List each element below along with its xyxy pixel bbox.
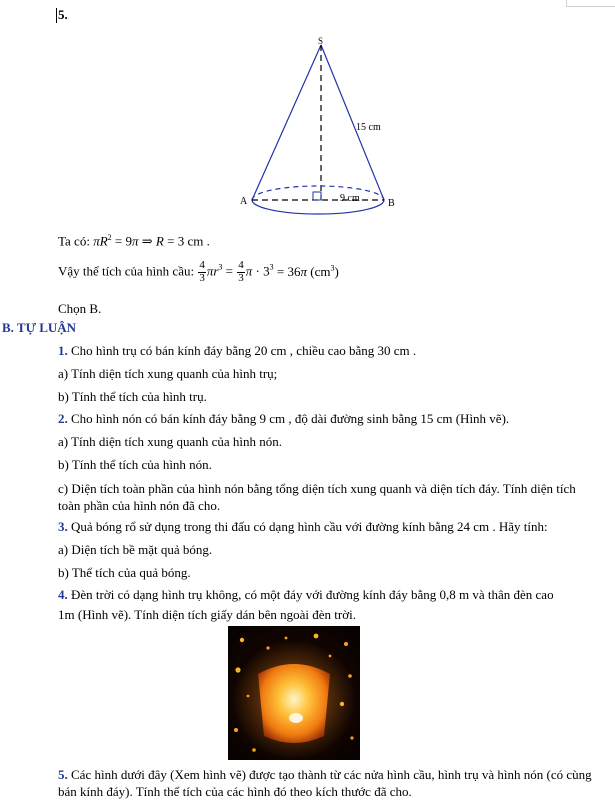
apex-label: S	[318, 36, 324, 46]
problem-3-b: b) Thể tích của quả bóng.	[58, 565, 191, 580]
lantern-body	[258, 664, 330, 743]
problem-1-b: b) Tính thể tích của hình trụ.	[58, 389, 207, 404]
problem-3-a: a) Diện tích bề mặt quả bóng.	[58, 542, 213, 557]
solution-line-2: Vậy thể tích của hình cầu: $\frac{4}{3}$ $\pi r^3$ = $\frac{4}{3}$ $\pi \cdot 3^3 = 36\pi$ $(cm^3)$	[58, 259, 339, 284]
section-title: B. TỰ LUẬN	[2, 320, 77, 335]
page-corner-rule	[566, 0, 615, 7]
right-angle-mark	[313, 192, 321, 200]
problem-2-c: c) Diện tích toàn phần của hình nón bằng tổng diện tích xung quanh và diện tích đáy. Tính diện tích toàn phần của hình nón đã cho.	[58, 481, 576, 513]
item-label: 5.	[58, 7, 68, 22]
cone-base-front	[252, 200, 384, 214]
text-cursor	[56, 8, 57, 23]
problem-4: 4. Đèn trời có dạng hình trụ không, có một đáy với đường kính đáy bằng 0,8 m và thân đèn cao	[58, 587, 554, 602]
solution-line-1: Ta có: $\pi R^2 = 9\pi$ ⇒ R = 3 cm .	[58, 233, 210, 249]
cone-figure	[230, 30, 410, 215]
problem-2-b: b) Tính thể tích của hình nón.	[58, 457, 212, 472]
point-a-label: A	[240, 196, 248, 207]
problem-5: 5. Các hình dưới đây (Xem hình vẽ) được tạo thành từ các nửa hình cầu, hình trụ và hình nón (có cùng bán kính đáy). Tính thể tích của các hình đó theo kích thước đã cho.	[58, 767, 592, 799]
solution-choice: Chọn B.	[58, 301, 102, 316]
point-b-label: B	[388, 198, 395, 209]
lantern-flame	[289, 713, 303, 723]
problem-1: 1. Cho hình trụ có bán kính đáy bằng 20 cm , chiều cao bằng 30 cm .	[58, 343, 417, 358]
problem-2: 2. Cho hình nón có bán kính đáy bằng 9 cm , độ dài đường sinh bằng 15 cm (Hình vẽ).	[58, 411, 510, 426]
cone-left-slant	[252, 45, 321, 200]
problem-3: 3. Quả bóng rổ sử dụng trong thi đấu có dạng hình cầu với đường kính bằng 24 cm . Hãy tính:	[58, 519, 548, 534]
cone-base-back	[252, 186, 384, 200]
problem-1-a: a) Tính diện tích xung quanh của hình trụ;	[58, 366, 278, 381]
problem-2-a: a) Tính diện tích xung quanh của hình nón.	[58, 434, 282, 449]
problem-4-cont: 1m (Hình vẽ). Tính diện tích giấy dán bên ngoài đèn trời.	[58, 607, 356, 622]
radius-label: 9 cm	[340, 193, 360, 204]
slant-label: 15 cm	[356, 122, 381, 133]
sky-lantern-image	[228, 626, 360, 760]
